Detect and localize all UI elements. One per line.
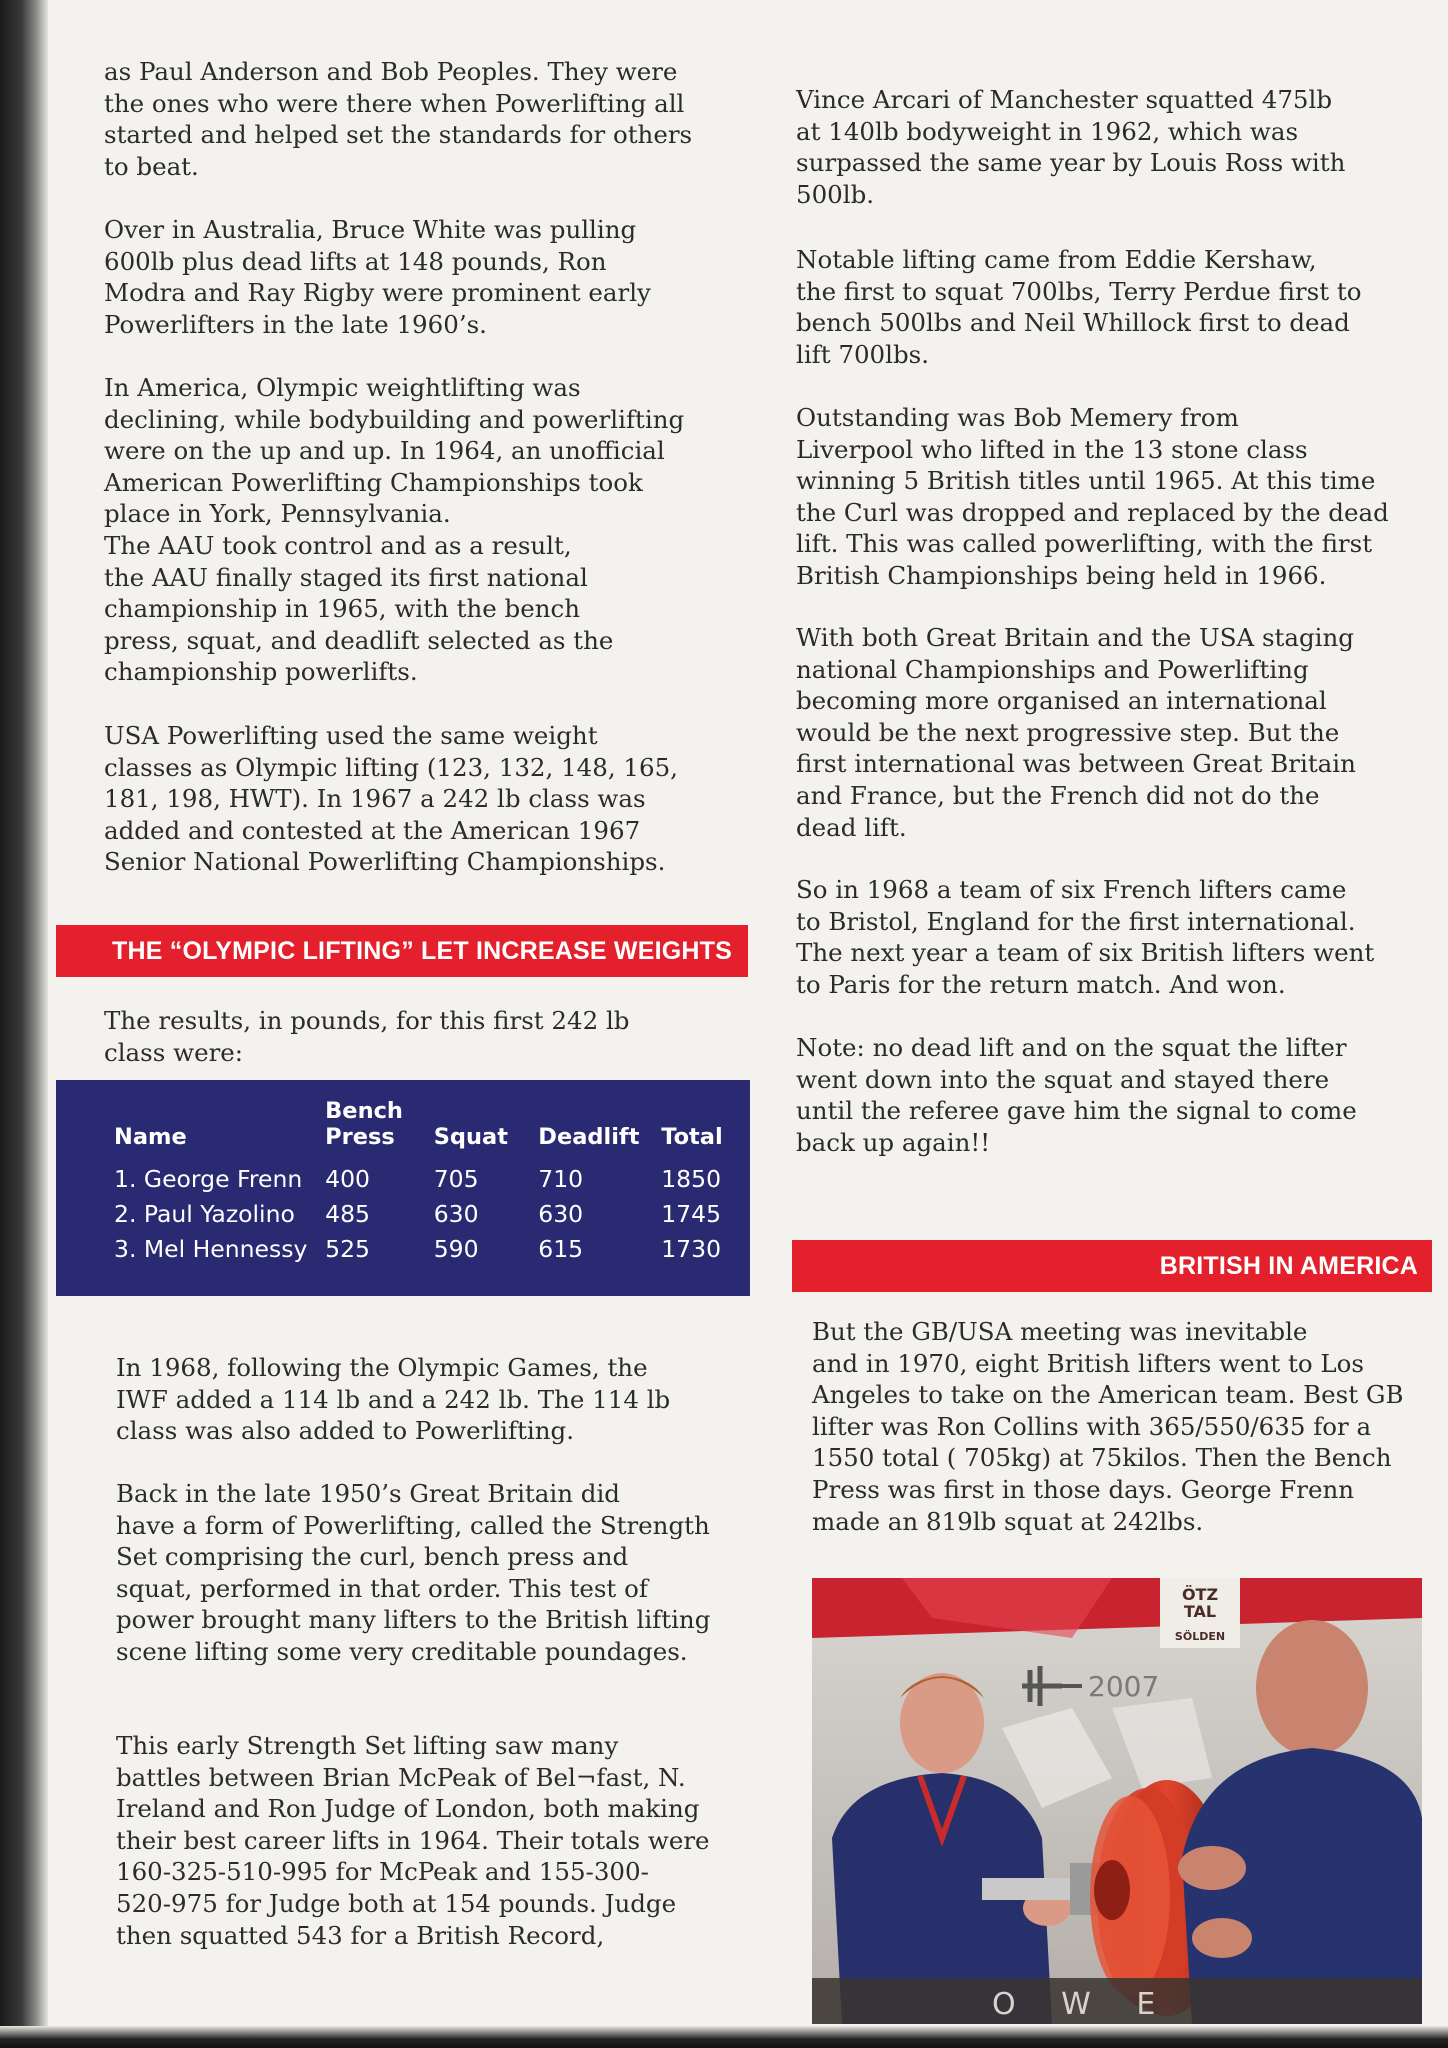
table-row bbox=[114, 1232, 750, 1267]
left-paragraph-2 bbox=[104, 214, 754, 340]
page-binding-shadow bbox=[0, 0, 48, 2048]
paragraph-text: as Paul Anderson and Bob Peoples. They were the ones who were there when Powerlifting all started and helped set the standards for others to beat. bbox=[104, 57, 693, 181]
photo-bottom-text: O W E bbox=[992, 1987, 1174, 2022]
photo-bench-press-loading bbox=[812, 1578, 1422, 2024]
results-table-grid bbox=[114, 1098, 750, 1267]
right-lifter-hand bbox=[1192, 1918, 1252, 1958]
cell-squat: 705 bbox=[433, 1165, 479, 1193]
weight-plate-hub bbox=[1094, 1860, 1130, 1920]
cell-deadlift: 710 bbox=[538, 1165, 584, 1193]
cell-name: 3. Mel Hennessy bbox=[114, 1235, 308, 1263]
cell-name: 1. George Frenn bbox=[114, 1165, 303, 1193]
right-paragraph-5 bbox=[796, 874, 1436, 1000]
paragraph-text: So in 1968 a team of six French lifters came to Bristol, England for the first international. The next year a team of six British lifters went to Paris for the return match. And won. bbox=[796, 875, 1375, 999]
right-paragraph-3 bbox=[796, 402, 1436, 592]
section-banner-olympic-lifting bbox=[56, 925, 748, 977]
cell-bench: 525 bbox=[325, 1235, 371, 1263]
cell-total: 1730 bbox=[661, 1235, 722, 1263]
paragraph-text: Notable lifting came from Eddie Kershaw, the first to squat 700lbs, Terry Perdue first to bench 500lbs and Neil Whillock first to dead lift 700lbs. bbox=[796, 245, 1362, 369]
banner-year: 2007 bbox=[1088, 1670, 1160, 1703]
paragraph-text: With both Great Britain and the USA staging national Championships and Powerlifting becoming more organised an international would be the next progressive step. But the first international was between Great Britain and France, but the French did not do the dead lift. bbox=[796, 623, 1356, 842]
paragraph-text: The results, in pounds, for this first 242 lb class were: bbox=[104, 1006, 630, 1067]
header-bench-press: Bench Press bbox=[325, 1098, 403, 1150]
right-paragraph-4 bbox=[796, 622, 1436, 843]
paragraph-text: Outstanding was Bob Memery from Liverpool who lifted in the 13 stone class winning 5 British titles until 1965. At this time the Curl was dropped and replaced by the dead lift. This was called powerlifting, with the first British Championships being held in 1966. bbox=[796, 403, 1389, 590]
paragraph-text: But the GB/USA meeting was inevitable and in 1970, eight British lifters went to Los Angeles to take on the American team. Best GB lifter was Ron Collins with 365/550/635 for a 1550 total ( 705kg) at 75kilos. Then the Bench Press was first in those days. George Frenn made an 819lb squat at 242lbs. bbox=[812, 1317, 1404, 1536]
paragraph-text: Over in Australia, Bruce White was pulling 600lb plus dead lifts at 148 pounds, Ron Modra and Ray Rigby were prominent early Powerlifters in the late 1960’s. bbox=[104, 215, 651, 339]
paragraph-text: In 1968, following the Olympic Games, the IWF added a 114 lb and a 242 lb. The 114 lb class was also added to Powerlifting. bbox=[116, 1353, 671, 1446]
paragraph-text: Back in the late 1950’s Great Britain did have a form of Powerlifting, called the Strength Set comprising the curl, bench press and squat, performed in that order. This test of power brought many lifters to the British lifting scene lifting some very creditable poundages. bbox=[116, 1479, 711, 1666]
banner-title: THE “OLYMPIC LIFTING” LET INCREASE WEIGHTS bbox=[112, 936, 732, 965]
paragraph-text: Note: no dead lift and on the squat the lifter went down into the squat and stayed there until the referee gave him the signal to come back up again!! bbox=[796, 1033, 1357, 1157]
left-paragraph-4 bbox=[104, 720, 754, 878]
cell-total: 1745 bbox=[661, 1200, 722, 1228]
left-paragraph-6 bbox=[116, 1478, 756, 1668]
table-row bbox=[114, 1197, 750, 1232]
section-banner-british-in-america bbox=[792, 1240, 1432, 1292]
cell-squat: 630 bbox=[433, 1200, 479, 1228]
cell-deadlift: 615 bbox=[538, 1235, 584, 1263]
cell-bench: 400 bbox=[325, 1165, 371, 1193]
right-paragraph-7 bbox=[812, 1316, 1436, 1537]
results-intro bbox=[104, 1005, 754, 1068]
header-total: Total bbox=[661, 1124, 723, 1150]
right-paragraph-1 bbox=[796, 84, 1436, 210]
cell-bench: 485 bbox=[325, 1200, 371, 1228]
cell-deadlift: 630 bbox=[538, 1200, 584, 1228]
paragraph-text: This early Strength Set lifting saw many battles between Brian McPeak of Bel¬fast, N. Ireland and Ron Judge of London, both making their best career lifts in 1964. Their totals were 160-325-510-995 for McPeak and 155-300- 520-975 for Judge both at 154 pounds. Judge then squatted 543 for a British Record, bbox=[116, 1731, 710, 1950]
left-paragraph-1 bbox=[104, 56, 754, 182]
left-paragraph-3 bbox=[104, 372, 754, 688]
sign-text-solden: SÖLDEN bbox=[1174, 1630, 1226, 1643]
header-deadlift: Deadlift bbox=[538, 1124, 640, 1150]
paragraph-text: USA Powerlifting used the same weight classes as Olympic lifting (123, 132, 148, 165, 181, 198, HWT). In 1967 a 242 lb class was added and contested at the American 1967 Senior National Powerlifting Championships. bbox=[104, 721, 678, 877]
right-paragraph-2 bbox=[796, 244, 1436, 370]
cell-name: 2. Paul Yazolino bbox=[114, 1200, 295, 1228]
left-paragraph-7 bbox=[116, 1730, 756, 1951]
right-lifter-hand bbox=[1178, 1846, 1246, 1890]
left-paragraph-5 bbox=[116, 1352, 756, 1447]
cell-squat: 590 bbox=[433, 1235, 479, 1263]
header-name: Name bbox=[114, 1124, 187, 1150]
right-paragraph-6 bbox=[796, 1032, 1436, 1158]
paragraph-text: In America, Olympic weightlifting was declining, while bodybuilding and powerlifting were on the up and up. In 1964, an unofficial American Powerlifting Championships took place in York, Pennsylvania. The AAU took control and as a result, the AAU finally staged its first national championship in 1965, with the bench press, squat, and deadlift selected as the championship powerlifts. bbox=[104, 373, 685, 687]
header-squat: Squat bbox=[433, 1124, 508, 1150]
page-bottom-edge bbox=[0, 2026, 1448, 2048]
cell-total: 1850 bbox=[661, 1165, 722, 1193]
left-lifter-head bbox=[900, 1673, 984, 1773]
table-header-row bbox=[114, 1098, 750, 1162]
sign-text-otztal: ÖTZ TAL bbox=[1181, 1585, 1219, 1621]
banner-title: BRITISH IN AMERICA bbox=[1159, 1251, 1418, 1280]
results-table bbox=[56, 1080, 750, 1296]
right-lifter-head bbox=[1256, 1620, 1368, 1756]
paragraph-text: Vince Arcari of Manchester squatted 475lb at 140lb bodyweight in 1962, which was surpassed the same year by Louis Ross with 500lb. bbox=[796, 85, 1346, 209]
table-row bbox=[114, 1162, 750, 1197]
